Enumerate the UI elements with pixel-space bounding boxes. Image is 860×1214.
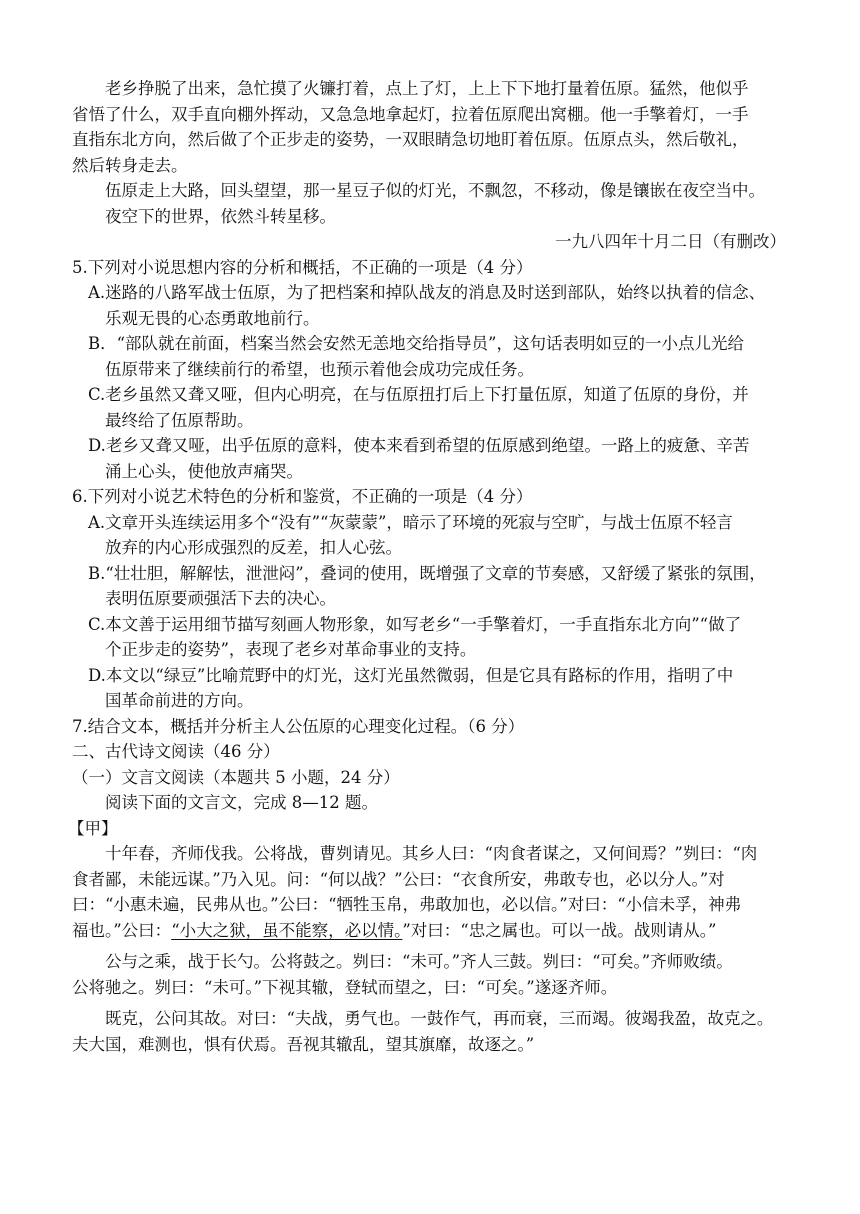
story-paragraph xyxy=(72,76,794,178)
text-segment: ”对曰：“忠之属也。可以一战。战则请从。” xyxy=(402,920,717,940)
text-line: 老乡挣脱了出来，急忙摸了火镰打着，点上了灯，上上下下地打量着伍原。猛然，他似乎 xyxy=(105,79,749,98)
text-line: 直指东北方向，然后做了个正步走的姿势，一双眼睛急切地盯着伍原。伍原点头，然后敬礼， xyxy=(72,130,749,149)
question-5-option-b[interactable]: B．“部队就在前面，档案当然会安然无恙地交给指导员”，这句话表明如豆的一小点儿光给 伍原带来了继续前行的希望，也预示着他会成功完成任务。 xyxy=(88,334,744,379)
text-line: 省悟了什么，双手直向棚外挥动，又急急地拿起灯，拉着伍原爬出窝棚。他一手擎着灯，一手 xyxy=(72,104,749,124)
story-paragraph: 夜空下的世界，依然斗转星移。 xyxy=(105,206,336,226)
question-5-option-c[interactable]: C.老乡虽然又聋又哑，但内心明亮，在与伍原扭打后上下打量伍原，知道了伍原的身份，并 最终给了伍原帮助。 xyxy=(88,385,749,430)
text-line: 十年春，齐师伐我。公将战，曹刿请见。其乡人曰：“肉食者谋之，又何间焉？”刿曰：“肉 xyxy=(105,844,758,863)
underlined-sentence: “小大之狱，虽不能察，必以情。 xyxy=(171,920,403,940)
question-7-stem: 7.结合文本，概括并分析主人公伍原的心理变化过程。（6 分） xyxy=(72,716,525,736)
question-5-stem: 5.下列对小说思想内容的分析和概括，不正确的一项是（4 分） xyxy=(72,257,533,277)
subsection-heading: （一）文言文阅读（本题共 5 小题，24 分） xyxy=(72,767,400,787)
text-line: 既克，公问其故。对曰：“夫战，勇气也。一鼓作气，再而衰，三而竭。彼竭我盈，故克之。 xyxy=(105,1009,774,1028)
instruction: 阅读下面的文言文，完成 8—12 题。 xyxy=(105,793,378,812)
classical-paragraph-3 xyxy=(72,1006,794,1057)
text-line: 食者鄙，未能远谋。”乃入见。问：“何以战？”公曰：“衣食所安，弗敢专也，必以分人。”对 xyxy=(72,869,725,889)
exam-page xyxy=(68,76,794,1057)
section-heading: 二、古代诗文阅读（46 分） xyxy=(72,742,280,761)
text-line: 公与之乘，战于长勺。公将鼓之。刿曰：“未可。”齐人三鼓。刿曰：“可矣。”齐师败绩。 xyxy=(105,952,733,971)
classical-paragraph-1 xyxy=(72,841,794,943)
text-line: 夫大国，难测也，惧有伏焉。吾视其辙乱，望其旗靡，故逐之。” xyxy=(72,1034,535,1054)
question-5-option-a[interactable]: A.迷路的八路军战士伍原，为了把档案和掉队战友的消息及时送到部队，始终以执着的信念、 乐观无畏的心态勇敢地前行。 xyxy=(88,283,766,328)
question-6-option-a[interactable]: A.文章开头连续运用多个“没有”“灰蒙蒙”，暗示了环境的死寂与空旷，与战士伍原不轻言 放弃的内心形成强烈的反差，扣人心弦。 xyxy=(88,512,733,557)
question-6-option-c[interactable]: C.本文善于运用细节描写刻画人物形象，如写老乡“一手擎着灯，一手直指东北方向”“做了 个正步走的姿势”，表现了老乡对革命事业的支持。 xyxy=(88,614,742,659)
story-date: 一九八四年十月二日（有删改） xyxy=(555,232,786,251)
text-line: 然后转身走去。 xyxy=(72,155,188,175)
classical-paragraph-2 xyxy=(72,949,794,1000)
text-line xyxy=(72,918,794,944)
text-segment: 福也。”公曰： xyxy=(72,920,172,940)
passage-label: 【甲】 xyxy=(68,818,118,838)
question-6-option-b[interactable]: B.“壮壮胆，解解怯，泄泄闷”，叠词的使用，既增强了文章的节奏感，又舒缓了紧张的氛围， 表明伍原要顽强活下去的决心。 xyxy=(88,563,766,608)
story-paragraph: 伍原走上大路，回头望望，那一星豆子似的灯光，不飘忽，不移动，像是镶嵌在夜空当中。 xyxy=(105,181,765,200)
question-6-option-d[interactable]: D.本文以“绿豆”比喻荒野中的灯光，这灯光虽然微弱，但是它具有路标的作用，指明了中 国革命前进的方向。 xyxy=(88,665,734,710)
text-line: 曰：“小惠未遍，民弗从也。”公曰：“牺牲玉帛，弗敢加也，必以信。”对曰：“小信未孚，神弗 xyxy=(72,895,742,914)
question-6-stem: 6.下列对小说艺术特色的分析和鉴赏，不正确的一项是（4 分） xyxy=(72,487,533,506)
text-line: 公将驰之。刿曰：“未可。”下视其辙，登轼而望之，曰：“可矣。”遂逐齐师。 xyxy=(72,977,618,997)
question-5-option-d[interactable]: D.老乡又聋又哑，出乎伍原的意料，使本来看到希望的伍原感到绝望。一路上的疲惫、辛苦 涌上心头，使他放声痛哭。 xyxy=(88,436,750,481)
